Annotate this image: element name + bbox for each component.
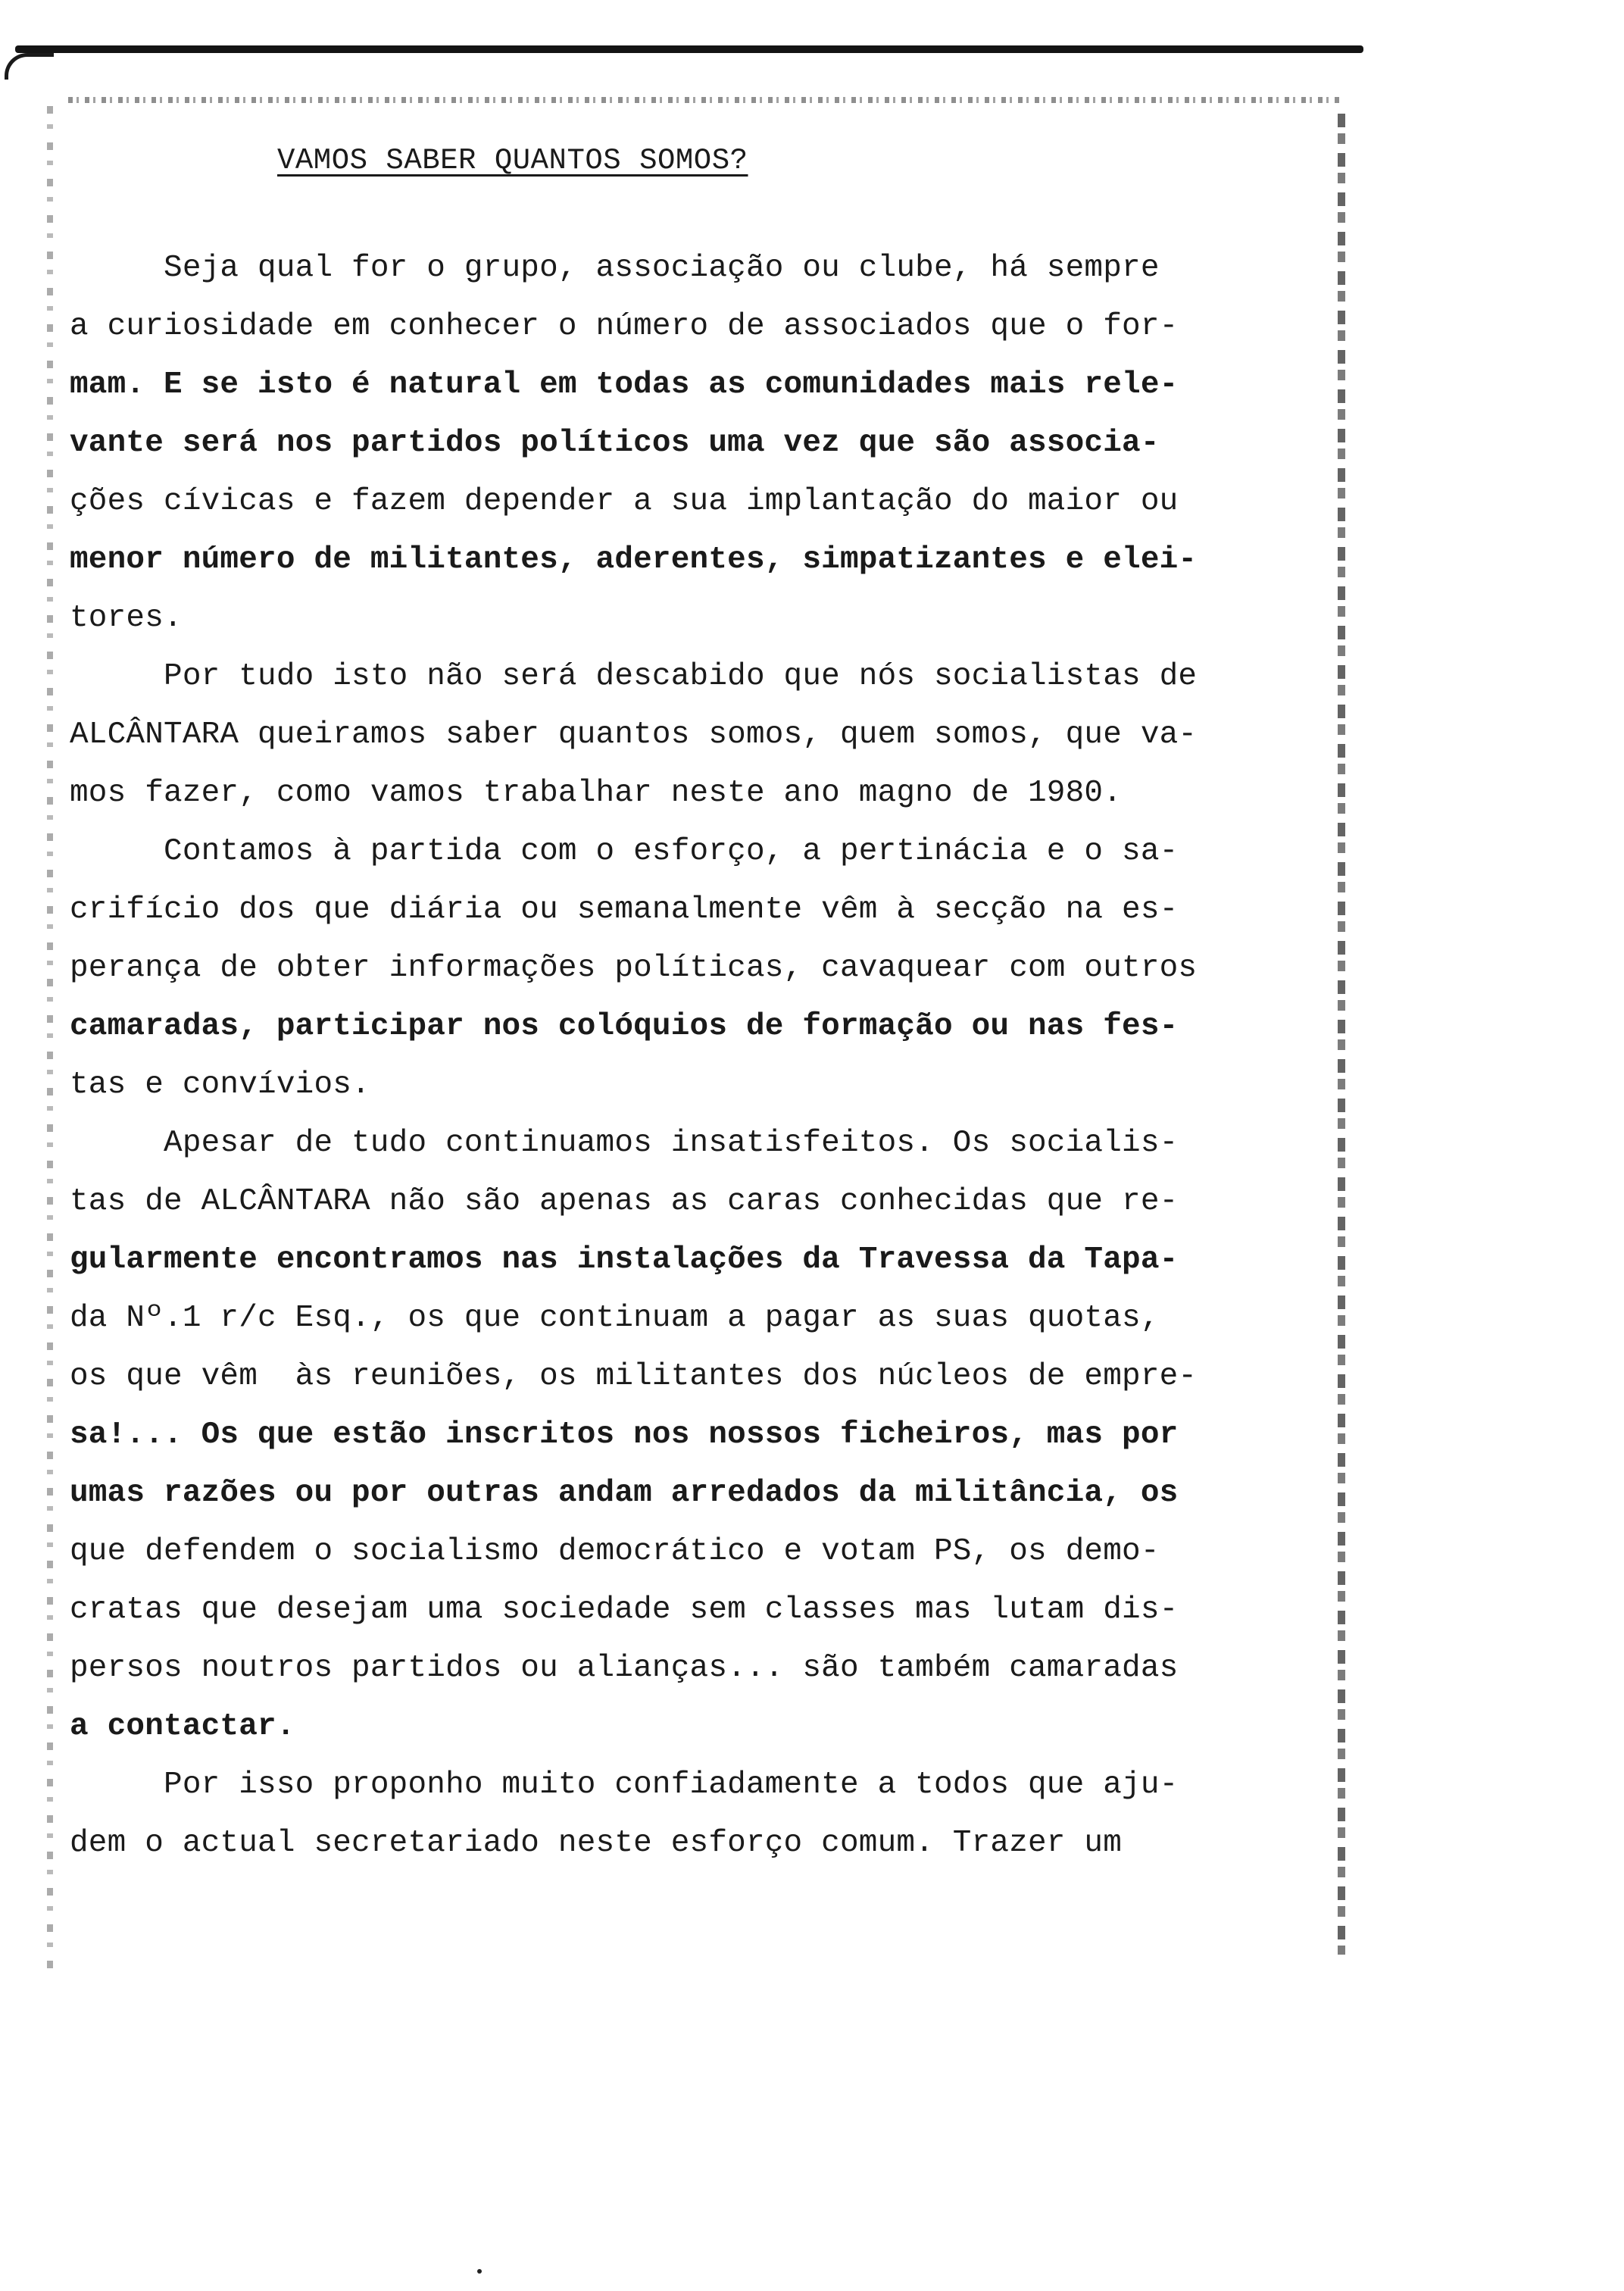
top-rule-curl: [5, 53, 54, 80]
text-line: menor número de militantes, aderentes, simpatizantes e elei-: [70, 542, 1198, 577]
left-scan-edge: [47, 106, 53, 1970]
text-line: ções cívicas e fazem depender a sua implantação do maior ou: [70, 484, 1179, 519]
text-line: mam. E se isto é natural em todas as comunidades mais rele-: [70, 367, 1179, 402]
text-line: cratas que desejam uma sociedade sem classes mas lutam dis-: [70, 1592, 1179, 1627]
text-line: tores.: [70, 601, 183, 636]
text-line: persos noutros partidos ou alianças... são também camaradas: [70, 1651, 1179, 1686]
text-line: Contamos à partida com o esforço, a pertinácia e o sa-: [70, 834, 1179, 869]
text-line: a contactar.: [70, 1709, 295, 1744]
text-line: tas e convívios.: [70, 1067, 370, 1102]
text-line: gularmente encontramos nas instalações da Travessa da Tapa-: [70, 1242, 1179, 1277]
text-line: os que vêm às reuniões, os militantes dos núcleos de empre-: [70, 1359, 1198, 1394]
text-line: perança de obter informações políticas, cavaquear com outros: [70, 951, 1198, 986]
text-line: sa!... Os que estão inscritos nos nossos ficheiros, mas por: [70, 1417, 1179, 1452]
page-title: VAMOS SABER QUANTOS SOMOS?: [277, 144, 748, 177]
text-line: tas de ALCÂNTARA não são apenas as caras conhecidas que re-: [70, 1184, 1179, 1219]
text-line: Por isso proponho muito confiadamente a todos que aju-: [70, 1767, 1179, 1802]
text-line: da Nº.1 r/c Esq., os que continuam a pagar as suas quotas,: [70, 1301, 1160, 1336]
text-line: a curiosidade em conhecer o número de associados que o for-: [70, 309, 1179, 344]
text-line: camaradas, participar nos colóquios de formação ou nas fes-: [70, 1009, 1179, 1044]
stray-dot: [477, 2269, 482, 2274]
text-line: dem o actual secretariado neste esforço comum. Trazer um: [70, 1826, 1123, 1861]
text-line: Por tudo isto não será descabido que nós socialistas de: [70, 659, 1198, 694]
text-line: umas razões ou por outras andam arredados da militância, os: [70, 1476, 1179, 1511]
text-line: Seja qual for o grupo, associação ou clube, há sempre: [70, 251, 1160, 286]
text-line: que defendem o socialismo democrático e votam PS, os demo-: [70, 1534, 1160, 1569]
text-line: crifício dos que diária ou semanalmente vêm à secção na es-: [70, 892, 1179, 927]
text-line: vante será nos partidos políticos uma vez que são associa-: [70, 426, 1160, 461]
document-body: [70, 239, 1357, 1873]
text-line: mos fazer, como vamos trabalhar neste ano magno de 1980.: [70, 776, 1123, 811]
text-line: Apesar de tudo continuamos insatisfeitos. Os socialis-: [70, 1126, 1179, 1161]
top-rule-line: [15, 45, 1363, 53]
text-line: ALCÂNTARA queiramos saber quantos somos, quem somos, que va-: [70, 717, 1198, 752]
scan-noise-band: [68, 97, 1341, 103]
